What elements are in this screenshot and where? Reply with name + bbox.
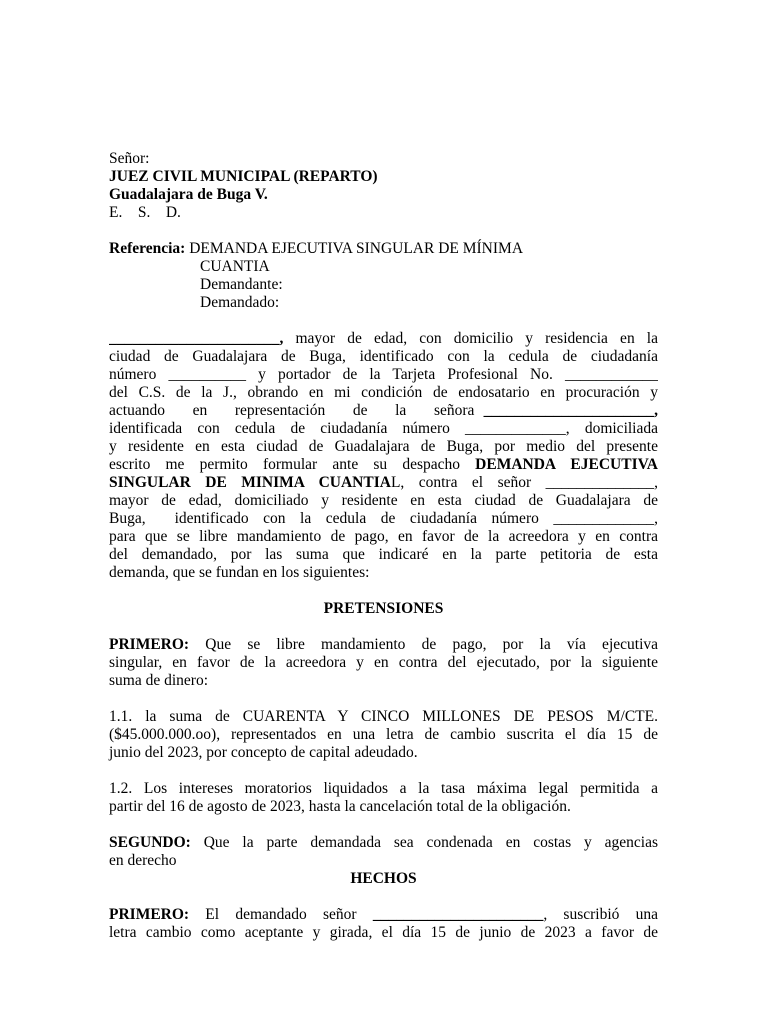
salutation: Señor: [109,150,150,167]
reference-title: DEMANDA EJECUTIVA SINGULAR DE MÍNIMA [189,240,524,257]
pretensiones-heading: PRETENSIONES [323,600,444,617]
intro-line: SINGULAR DE MINIMA CUANTIAL, contra el señor ______________, [109,474,658,491]
intro-line: número __________ y portador de la Tarjeta Profesional No. ____________ [109,366,658,383]
plaintiff-label: Demandante: [200,276,283,293]
reference-line [109,240,658,258]
pretension-segundo: SEGUNDO: Que la parte demandada sea condenada en costas y agencias [109,834,658,851]
intro-paragraph: ______________________, mayor de edad, con domicilio y residencia en la [109,330,658,347]
item-1-1-line: ($45.000.000.oo), representados en una letra de cambio suscrita el día 15 de [109,726,658,743]
defendant-name-blank: ______________________ [372,906,544,923]
intro-line: escrito me permito formular ante su despacho DEMANDA EJECUTIVA [109,456,658,473]
plaintiff-name-blank: ______________________, [483,402,658,419]
esd-line: E. S. D. [109,204,181,221]
reference-label: Referencia: [109,240,186,257]
intro-line: del demandado, por las suma que indicaré en la parte petitoria de esta [109,546,658,563]
intro-line: ciudad de Guadalajara de Buga, identificado con la cedula de ciudadanía [109,348,658,365]
hecho-line: letra cambio como aceptante y girada, el día 15 de junio de 2023 a favor de [109,924,658,941]
intro-line: mayor de edad, domiciliado y residente en esta ciudad de Guadalajara de [109,492,658,509]
intro-line: para que se libre mandamiento de pago, en favor de la acreedora y en contra [109,528,658,545]
intro-line: demanda, que se fundan en los siguientes: [109,564,370,581]
court-city: Guadalajara de Buga V. [109,186,268,203]
intro-line: y residente en esta ciudad de Guadalajara de Buga, por medio del presente [109,438,658,455]
pretension-line: en derecho [109,852,177,869]
pretension-primero: PRIMERO: Que se libre mandamiento de pago, por la vía ejecutiva [109,636,658,653]
item-1-1-line: junio del 2023, por concepto de capital adeudado. [109,744,418,761]
intro-line: del C.S. de la J., obrando en mi condición de endosatario en procuración y [109,384,658,401]
item-1-2: 1.2. Los intereses moratorios liquidados a la tasa máxima legal permitida a [109,780,658,797]
intro-line: Buga, identificado con la cedula de ciudadanía número _____________, [109,510,658,527]
intro-line: actuando en representación de la señora ______________________, [109,402,658,419]
hechos-heading: HECHOS [350,870,417,887]
pretension-line: suma de dinero: [109,672,209,689]
reference-title-cont: CUANTIA [200,258,270,275]
court-name: JUEZ CIVIL MUNICIPAL (REPARTO) [109,168,378,185]
intro-line: identificada con cedula de ciudadanía número _____________, domiciliada [109,420,658,437]
pretension-line: singular, en favor de la acreedora y en contra del ejecutado, por la siguiente [109,654,658,671]
hecho-primero: PRIMERO: El demandado señor ______________________, suscribió una [109,906,658,923]
attorney-name-blank: ______________________, [109,330,284,347]
item-1-2-line: partir del 16 de agosto de 2023, hasta la cancelación total de la obligación. [109,798,571,815]
defendant-label: Demandado: [200,294,280,311]
item-1-1: 1.1. la suma de CUARENTA Y CINCO MILLONES DE PESOS M/CTE. [109,708,658,725]
document-body [109,150,658,942]
